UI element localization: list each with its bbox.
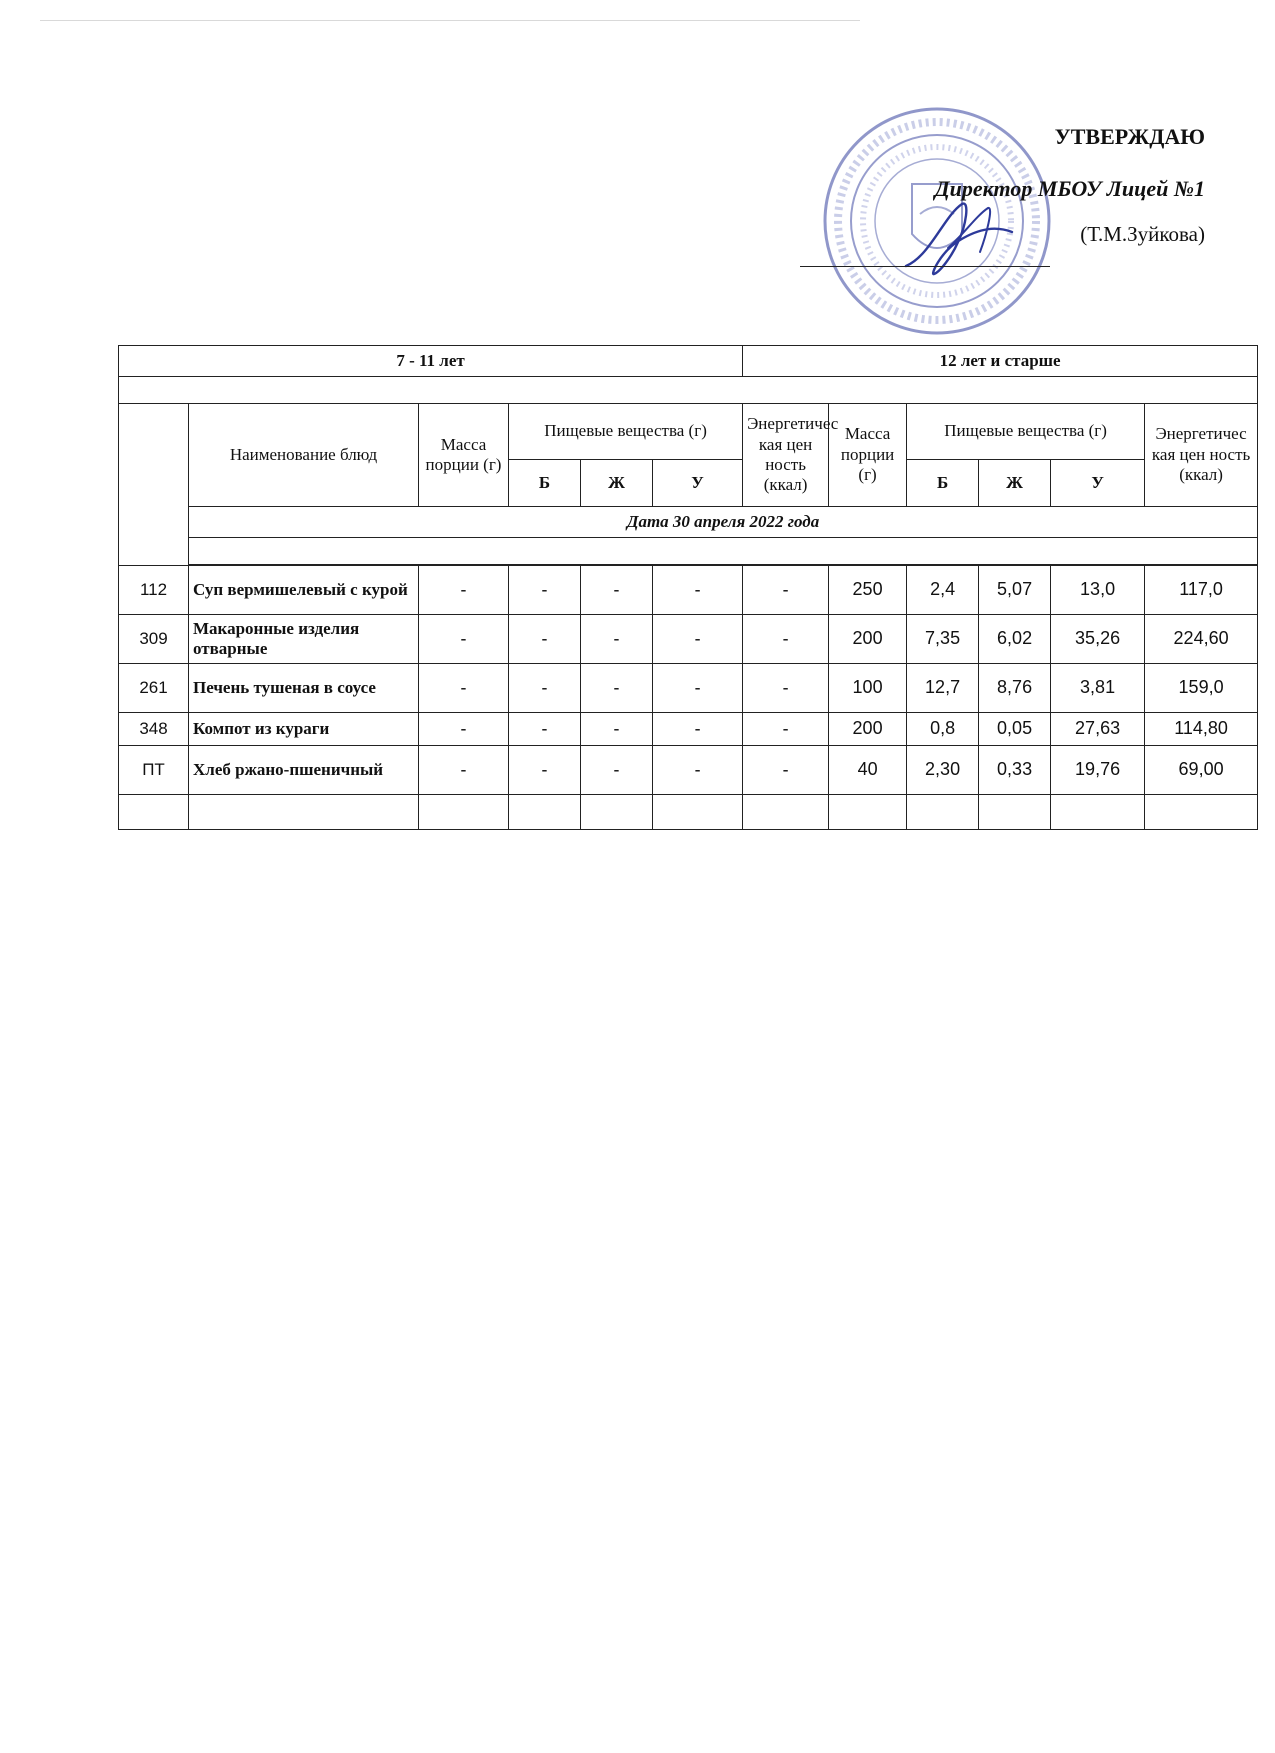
spacer-row [119,377,1258,404]
value-cell: - [653,713,743,746]
dish-code: 309 [119,615,189,664]
carb-header-senior: У [1051,460,1145,507]
mass-value: 200 [829,713,907,746]
value-cell: - [509,615,581,664]
fat-value: 0,33 [979,746,1051,795]
signature-line [800,266,1050,267]
fat-header-junior: Ж [581,460,653,507]
protein-header-junior: Б [509,460,581,507]
dish-name: Макаронные изделия отварные [189,615,419,664]
mass-header-junior: Масса порции (г) [419,404,509,507]
value-cell: - [743,615,829,664]
mass-value: 250 [829,566,907,615]
carb-value: 27,63 [1051,713,1145,746]
value-cell: - [419,664,509,713]
value-cell: - [419,566,509,615]
protein-value: 2,4 [907,566,979,615]
energy-header-senior: Энергетичес кая цен ность (ккал) [1145,404,1258,507]
carb-value: 3,81 [1051,664,1145,713]
dish-name: Компот из кураги [189,713,419,746]
code-header [119,404,189,566]
protein-value: 2,30 [907,746,979,795]
approval-name: (Т.М.Зуйкова) [1080,222,1205,246]
spacer-row-2 [119,538,1258,565]
table-row [119,713,1258,746]
fat-header-senior: Ж [979,460,1051,507]
protein-value: 0,8 [907,713,979,746]
value-cell: - [743,746,829,795]
energy-value: 117,0 [1145,566,1258,615]
value-cell: - [581,664,653,713]
carb-value: 19,76 [1051,746,1145,795]
protein-value: 7,35 [907,615,979,664]
approval-block [845,124,1205,247]
value-cell: - [743,713,829,746]
fat-value: 5,07 [979,566,1051,615]
value-cell: - [509,713,581,746]
mass-value: 200 [829,615,907,664]
carb-header-junior: У [653,460,743,507]
value-cell: - [653,566,743,615]
table-row [119,664,1258,713]
approval-title: УТВЕРЖДАЮ [1054,124,1205,149]
protein-header-senior: Б [907,460,979,507]
energy-header-junior: Энергетичес кая цен ность (ккал) [743,404,829,507]
value-cell: - [509,664,581,713]
value-cell: - [509,566,581,615]
value-cell: - [419,713,509,746]
energy-value: 159,0 [1145,664,1258,713]
nutrients-header-junior: Пищевые вещества (г) [509,404,743,460]
dish-name: Хлеб ржано-пшеничный [189,746,419,795]
value-cell: - [581,566,653,615]
dish-code: ПТ [119,746,189,795]
date-row [119,507,1258,538]
age-group-junior: 7 - 11 лет [119,346,743,377]
table-row [119,615,1258,664]
dish-code: 112 [119,566,189,615]
value-cell: - [653,615,743,664]
scan-edge [40,20,860,21]
carb-value: 35,26 [1051,615,1145,664]
header-row [119,404,1258,460]
energy-value: 114,80 [1145,713,1258,746]
value-cell: - [743,566,829,615]
value-cell: - [581,615,653,664]
age-group-row [119,346,1258,377]
dish-code: 261 [119,664,189,713]
table-row [119,746,1258,795]
dish-code: 348 [119,713,189,746]
menu-table [118,345,1258,830]
fat-value: 6,02 [979,615,1051,664]
energy-value: 69,00 [1145,746,1258,795]
approval-position: Директор МБОУ Лицей №1 [934,176,1205,201]
value-cell: - [653,664,743,713]
empty-row [119,795,1258,830]
protein-value: 12,7 [907,664,979,713]
value-cell: - [509,746,581,795]
age-group-senior: 12 лет и старше [743,346,1258,377]
value-cell: - [653,746,743,795]
value-cell: - [419,615,509,664]
mass-value: 40 [829,746,907,795]
dish-name: Печень тушеная в соусе [189,664,419,713]
carb-value: 13,0 [1051,566,1145,615]
value-cell: - [581,713,653,746]
energy-value: 224,60 [1145,615,1258,664]
table-row [119,566,1258,615]
value-cell: - [743,664,829,713]
dish-name: Суп вермишелевый с курой [189,566,419,615]
fat-value: 8,76 [979,664,1051,713]
date-label: Дата 30 апреля 2022 года [189,507,1258,538]
fat-value: 0,05 [979,713,1051,746]
mass-value: 100 [829,664,907,713]
value-cell: - [419,746,509,795]
mass-header-senior: Масса порции (г) [829,404,907,507]
dish-name-header: Наименование блюд [189,404,419,507]
nutrients-header-senior: Пищевые вещества (г) [907,404,1145,460]
value-cell: - [581,746,653,795]
